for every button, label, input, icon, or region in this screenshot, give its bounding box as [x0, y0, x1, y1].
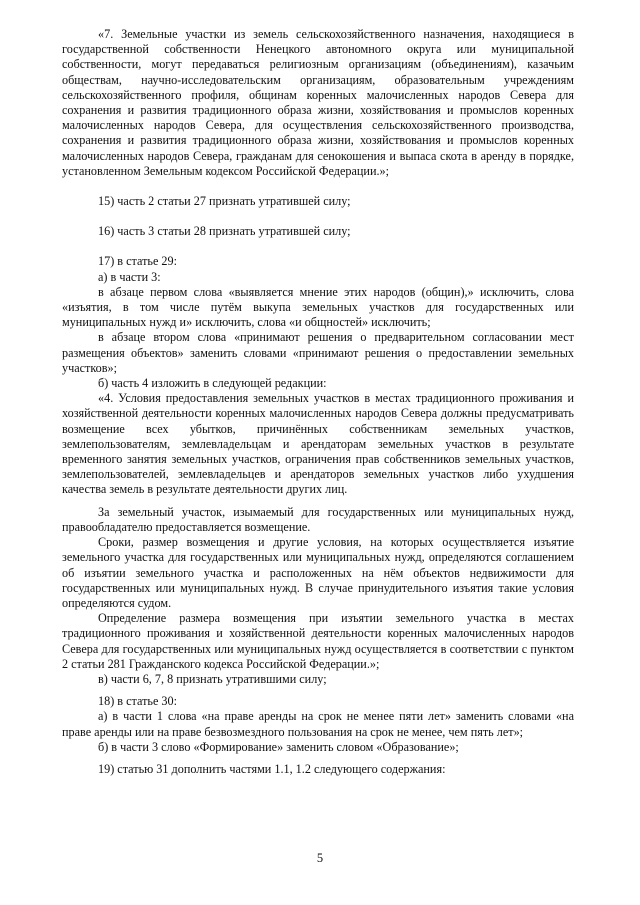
paragraph-determination: Определение размера возмещения при изъятии земельного участка в местах традиционного проживания и хозяйственной деятельности коренных малочисленных народов Севера для государственных или муниципальных нужд осуществляется в соответствии с пунктом 2 статьи 281 Гражданского кодекса Российской Федерации.»; — [62, 611, 574, 671]
paragraph-compensation: За земельный участок, изымаемый для государственных или муниципальных нужд, правообладателю предоставляется возмещение. — [62, 504, 574, 534]
paragraph-abzac-1: в абзаце первом слова «выявляется мнение этих народов (общин),» исключить, слова «изъятия, в том числе путём выкупа земельных участков для государственных или муниципальных нужд и» исключить, слова «и общностей» исключить; — [62, 284, 574, 330]
paragraph-terms: Сроки, размер возмещения и другие условия, на которых осуществляется изъятие земельного участка для государственных или муниципальных нужд, определяются соглашением об изъятии земельного участка и расположенных на нём объектов недвижимости для государственных или муниципальных нужд. В случае принудительного изъятия такие условия определяются судом. — [62, 535, 574, 610]
paragraph-item-7: «7. Земельные участки из земель сельскохозяйственного назначения, находящиеся в государственной собственности Ненецкого автономного округа или муниципальной собственности, могут передаваться религиозным организациям (объединениям), казачьим обществам, научно-исследовательским организациям, образовательным учреждениям сельскохозяйственного профиля, общинам коренных малочисленных народов Севера для сохранения и развития традиционного образа жизни, хозяйствования и промыслов коренных малочисленных народов Севера, для осуществления сельскохозяйственного производства, сохранения и развития традиционного образа жизни, хозяйствования и промыслов коренных малочисленных народов Севера, гражданам для сенокошения и выпаса скота в аренду в порядке, установленном Земельным кодексом Российской Федерации.»; — [62, 27, 574, 178]
paragraph-18-sub-b: б) в части 3 слово «Формирование» заменить словом «Образование»; — [98, 739, 459, 754]
paragraph-item-18: 18) в статье 30: — [98, 694, 177, 709]
paragraph-item-19: 19) статью 31 дополнить частями 1.1, 1.2 следующего содержания: — [98, 761, 446, 776]
paragraph-item-15: 15) часть 2 статьи 27 признать утратившей силу; — [98, 194, 351, 209]
document-page — [62, 27, 574, 777]
paragraph-item-16: 16) часть 3 статьи 28 признать утратившей силу; — [98, 224, 351, 239]
page-number: 5 — [316, 851, 324, 865]
paragraph-abzac-2: в абзаце втором слова «принимают решения о предварительном согласовании мест размещения объектов» заменить словами «принимают решения о предоставлении земельных участков»; — [62, 330, 574, 375]
paragraph-18-sub-a: а) в части 1 слова «на праве аренды на срок не менее пяти лет» заменить словами «на праве аренды или на праве безвозмездного пользования на срок не менее, чем пять лет»; — [62, 709, 574, 739]
paragraph-part-4: «4. Условия предоставления земельных участков в местах традиционного проживания и хозяйственной деятельности коренных малочисленных народов Севера должны предусматривать возмещение всех убытков, причинённых собственникам земельных участков, землепользователям, землевладельцам и арендаторам земельных участков в результате временного занятия земельных участков, ограничения прав собственников земельных участков, землепользователей, землевладельцев и арендаторов земельных участков либо ухудшения качества земель в результате деятельности других лиц. — [62, 391, 574, 497]
paragraph-sub-v: в) части 6, 7, 8 признать утратившими силу; — [98, 671, 327, 686]
paragraph-sub-b: б) часть 4 изложить в следующей редакции: — [98, 376, 327, 391]
paragraph-item-17: 17) в статье 29: — [98, 254, 177, 269]
paragraph-sub-a: а) в части 3: — [98, 269, 161, 284]
